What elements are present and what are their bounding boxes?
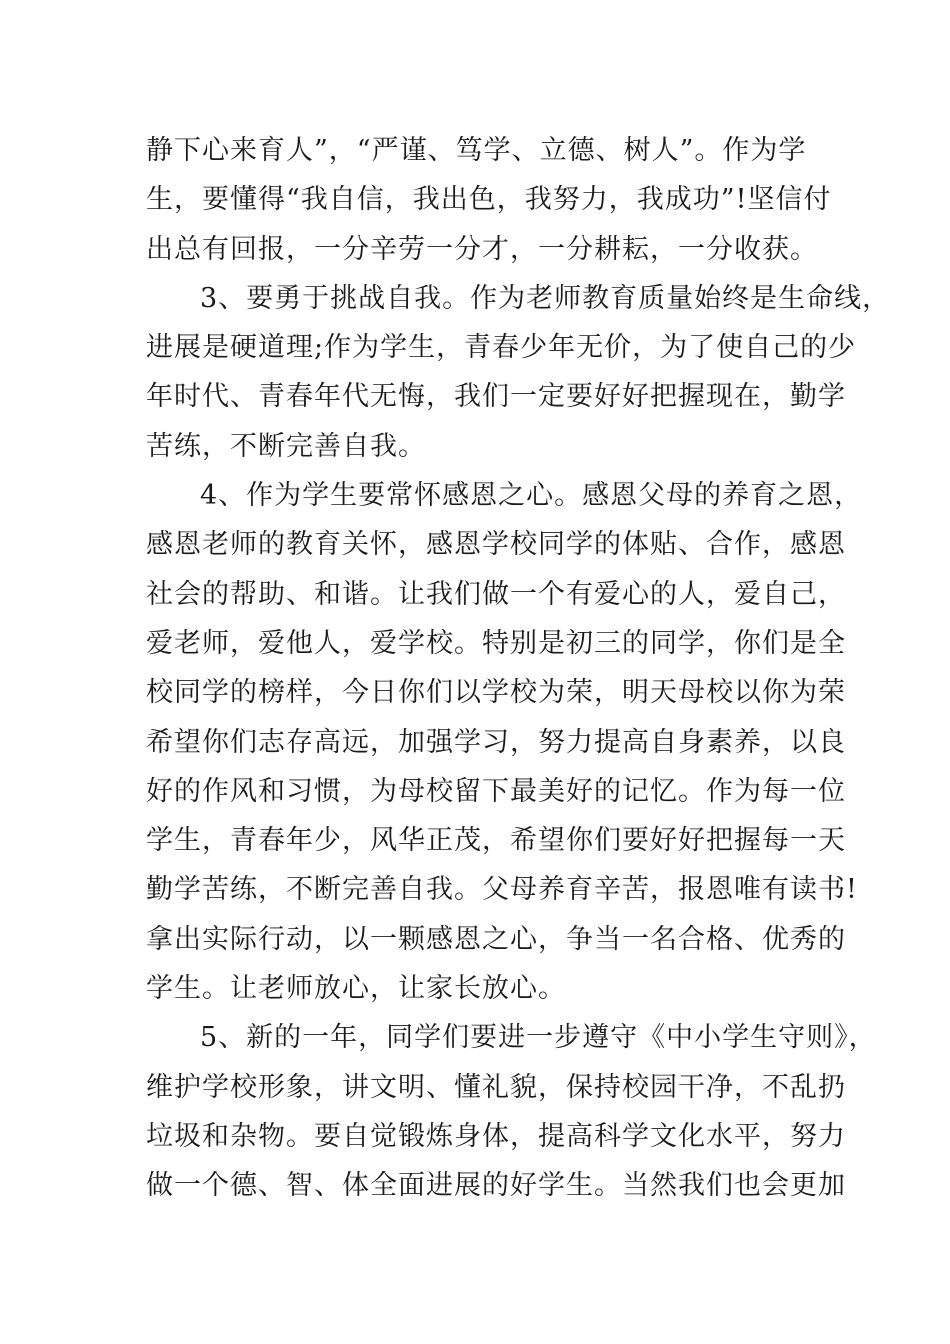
text-line: 静下心来育人”，“严谨、笃学、立德、树人”。作为学: [146, 135, 807, 166]
text-line: 好的作风和习惯，为母校留下最美好的记忆。作为每一位: [146, 775, 846, 807]
text-line: 进展是硬道理;作为学生，青春少年无价，为了使自己的少: [146, 332, 857, 364]
text-line: 出总有回报，一分辛劳一分才，一分耕耘，一分收获。: [146, 233, 818, 265]
paragraph-5-start: 5、新的一年，同学们要进一步遵守《中小学生守则》，: [200, 1022, 877, 1054]
body-text: [146, 126, 891, 1211]
text-line: 希望你们志存高远，加强学习，努力提高自身素养，以良: [146, 726, 846, 758]
text-line: 拿出实际行动，以一颗感恩之心，争当一名合格、优秀的: [146, 923, 846, 955]
text-line: 社会的帮助、和谐。让我们做一个有爱心的人，爱自己，: [146, 578, 846, 610]
text-line: 生，要懂得“我自信，我出色，我努力，我成功”!坚信付: [146, 184, 832, 216]
paragraph-3-start: 3、要勇于挑战自我。作为老师教育质量始终是生命线，: [200, 282, 891, 314]
text-line: 感恩老师的教育关怀，感恩学校同学的体贴、合作，感恩: [146, 529, 846, 561]
text-line: 校同学的榜样，今日你们以学校为荣，明天母校以你为荣: [146, 677, 846, 709]
text-line: 做一个德、智、体全面进展的好学生。当然我们也会更加: [146, 1170, 846, 1202]
text-line: 垃圾和杂物。要自觉锻炼身体，提高科学文化水平，努力: [146, 1120, 846, 1152]
paragraph-4-start: 4、作为学生要常怀感恩之心。感恩父母的养育之恩，: [200, 480, 863, 512]
text-line: 勤学苦练，不断完善自我。父母养育辛苦，报恩唯有读书!: [146, 874, 858, 906]
text-line: 学生，青春年少，风华正茂，希望你们要好好把握每一天: [146, 825, 846, 857]
text-line: 年时代、青春年代无悔，我们一定要好好把握现在，勤学: [146, 381, 846, 413]
text-line: 苦练，不断完善自我。: [146, 430, 426, 462]
text-line: 爱老师，爱他人，爱学校。特别是初三的同学，你们是全: [146, 627, 846, 659]
text-line: 学生。让老师放心，让家长放心。: [146, 973, 566, 1005]
text-line: 维护学校形象，讲文明、懂礼貌，保持校园干净，不乱扔: [146, 1071, 846, 1103]
